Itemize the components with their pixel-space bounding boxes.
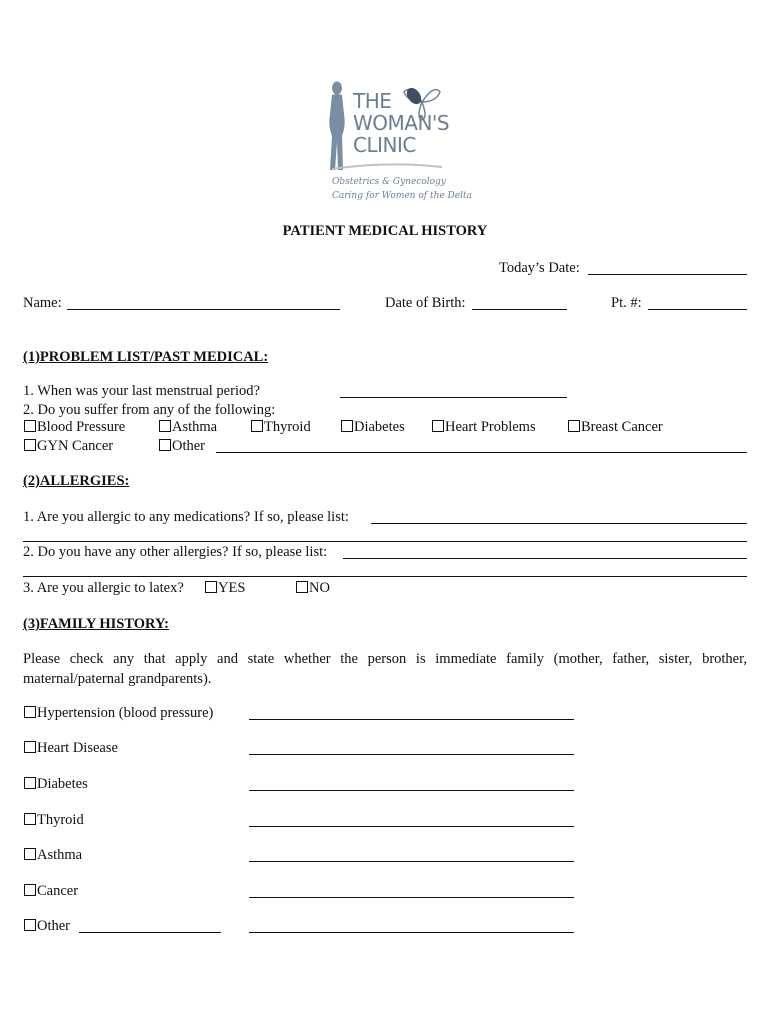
woman-silhouette-icon xyxy=(320,80,354,172)
other-allergy-field-2[interactable] xyxy=(23,576,747,577)
checkbox-asthma[interactable] xyxy=(159,420,217,435)
name-field[interactable] xyxy=(67,309,340,310)
blood-pressure-label: Blood Pressure xyxy=(37,419,126,435)
q1-menstrual-label: 1. When was your last menstrual period? xyxy=(23,383,260,399)
heart-disease-label: Heart Disease xyxy=(37,740,118,756)
checkbox-icon[interactable] xyxy=(159,420,171,432)
family-other-field[interactable] xyxy=(249,932,574,933)
checkbox-icon[interactable] xyxy=(341,420,353,432)
logo-line-3: CLINIC xyxy=(353,133,416,157)
checkbox-icon[interactable] xyxy=(432,420,444,432)
checkbox-icon[interactable] xyxy=(24,884,36,896)
family-diabetes-label: Diabetes xyxy=(37,776,88,792)
breast-cancer-label: Breast Cancer xyxy=(581,419,663,435)
checkbox-gyn-cancer[interactable] xyxy=(24,439,113,454)
thyroid-label: Thyroid xyxy=(264,419,311,435)
other-condition-field[interactable] xyxy=(216,452,747,453)
checkbox-family-diabetes[interactable] xyxy=(24,777,88,792)
dob-label: Date of Birth: xyxy=(385,295,466,311)
todays-date-field[interactable] xyxy=(588,274,747,275)
checkbox-latex-yes[interactable] xyxy=(205,581,245,596)
patient-number-field[interactable] xyxy=(648,309,747,310)
logo-swoosh-icon xyxy=(332,161,442,171)
heart-problems-label: Heart Problems xyxy=(445,419,536,435)
hypertension-field[interactable] xyxy=(249,719,574,720)
checkbox-icon[interactable] xyxy=(251,420,263,432)
logo-tagline-1: Obstetrics & Gynecology xyxy=(332,177,446,187)
family-thyroid-label: Thyroid xyxy=(37,812,84,828)
medication-allergy-label: 1. Are you allergic to any medications? If so, please list: xyxy=(23,509,349,525)
checkbox-heart-problems[interactable] xyxy=(432,420,536,435)
patient-number-label: Pt. #: xyxy=(611,295,642,311)
q2-conditions-label: 2. Do you suffer from any of the following: xyxy=(23,402,276,418)
checkbox-family-thyroid[interactable] xyxy=(24,813,84,828)
checkbox-family-cancer[interactable] xyxy=(24,884,78,899)
checkbox-latex-no[interactable] xyxy=(296,581,330,596)
diabetes-label: Diabetes xyxy=(354,419,405,435)
checkbox-icon[interactable] xyxy=(159,439,171,451)
family-asthma-label: Asthma xyxy=(37,847,83,863)
heart-disease-field[interactable] xyxy=(249,754,574,755)
gyn-cancer-label: GYN Cancer xyxy=(37,438,114,454)
asthma-label: Asthma xyxy=(172,419,218,435)
checkbox-icon[interactable] xyxy=(24,741,36,753)
checkbox-icon[interactable] xyxy=(24,848,36,860)
other-allergy-field[interactable] xyxy=(343,558,747,559)
checkbox-family-heart-disease[interactable] xyxy=(24,741,118,756)
family-history-instructions: Please check any that apply and state whether the person is immediate family (mother, father, sister, brother, maternal/paternal grandparents). xyxy=(23,651,747,687)
logo-line-2: WOMAN'S xyxy=(353,111,450,135)
logo-line-1: THE xyxy=(353,89,392,113)
logo-tagline-2: Caring for Women of the Delta xyxy=(332,191,472,201)
name-label: Name: xyxy=(23,295,62,311)
latex-yes-label: YES xyxy=(218,580,246,596)
checkbox-breast-cancer[interactable] xyxy=(568,420,663,435)
checkbox-icon[interactable] xyxy=(205,581,217,593)
other-allergy-label: 2. Do you have any other allergies? If so, please list: xyxy=(23,544,328,560)
family-diabetes-field[interactable] xyxy=(249,790,574,791)
dob-field[interactable] xyxy=(472,309,567,310)
checkbox-icon[interactable] xyxy=(24,420,36,432)
checkbox-icon[interactable] xyxy=(24,439,36,451)
section-1-heading: (1)PROBLEM LIST/PAST MEDICAL: xyxy=(23,349,269,365)
section-3-heading: (3)FAMILY HISTORY: xyxy=(23,616,169,632)
latex-allergy-label: 3. Are you allergic to latex? xyxy=(23,580,184,596)
checkbox-icon[interactable] xyxy=(24,777,36,789)
checkbox-icon[interactable] xyxy=(296,581,308,593)
checkbox-icon[interactable] xyxy=(24,706,36,718)
checkbox-family-hypertension[interactable] xyxy=(24,706,213,721)
family-cancer-field[interactable] xyxy=(249,897,574,898)
todays-date-label: Today’s Date: xyxy=(499,260,580,276)
medication-allergy-field-2[interactable] xyxy=(23,541,747,542)
menstrual-period-field[interactable] xyxy=(340,397,567,398)
form-title: PATIENT MEDICAL HISTORY xyxy=(282,223,488,239)
checkbox-family-asthma[interactable] xyxy=(24,848,82,863)
checkbox-icon[interactable] xyxy=(24,813,36,825)
other-label: Other xyxy=(172,438,206,454)
logo-wordmark xyxy=(353,90,449,156)
checkbox-family-other[interactable] xyxy=(24,919,70,934)
checkbox-other[interactable] xyxy=(159,439,205,454)
checkbox-icon[interactable] xyxy=(568,420,580,432)
family-asthma-field[interactable] xyxy=(249,861,574,862)
clinic-logo xyxy=(320,76,472,204)
checkbox-thyroid[interactable] xyxy=(251,420,311,435)
checkbox-blood-pressure[interactable] xyxy=(24,420,125,435)
family-cancer-label: Cancer xyxy=(37,883,79,899)
medication-allergy-field[interactable] xyxy=(371,523,747,524)
checkbox-diabetes[interactable] xyxy=(341,420,405,435)
latex-no-label: NO xyxy=(309,580,330,596)
checkbox-icon[interactable] xyxy=(24,919,36,931)
section-2-heading: (2)ALLERGIES: xyxy=(23,473,130,489)
family-thyroid-field[interactable] xyxy=(249,826,574,827)
family-other-label: Other xyxy=(37,918,71,934)
hypertension-label: Hypertension (blood pressure) xyxy=(37,705,214,721)
family-other-name-field[interactable] xyxy=(79,932,221,933)
